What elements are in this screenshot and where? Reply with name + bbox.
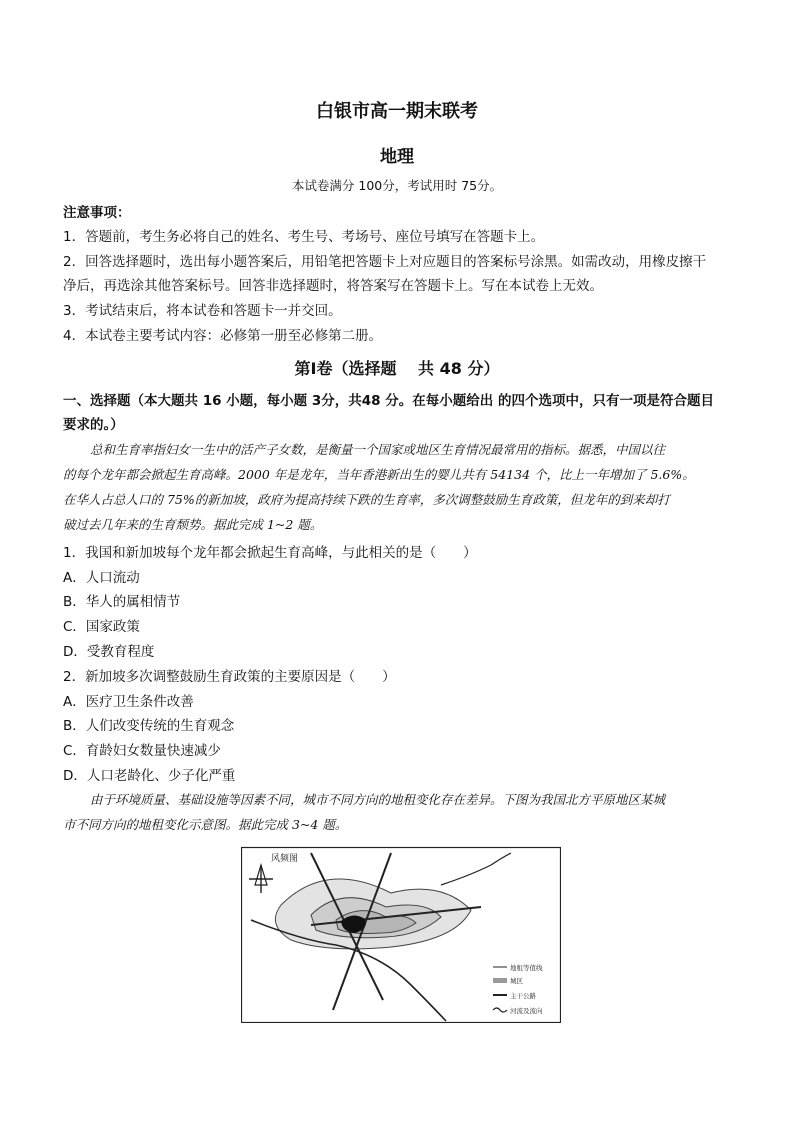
- question-stem: 1．我国和新加坡每个龙年都会掀起生育高峰，与此相关的是（ ）: [63, 545, 477, 561]
- notice-item: 2．回答选择题时，选出每小题答案后，用铅笔把答题卡上对应题目的答案标号涂黑。如需改动，用橡皮擦干: [63, 254, 707, 270]
- passage-line: 总和生育率指妇女一生中的活产子女数，是衡量一个国家或地区生育情况最常用的指标。据悉，中国以往: [90, 442, 666, 457]
- section-title: 第Ⅰ卷（选择题 共 48 分）: [294, 359, 500, 378]
- option-c: C．育龄妇女数量快速减少: [63, 743, 221, 759]
- wind-rose-label: 风频图: [271, 854, 299, 864]
- legend-urban-icon: [493, 978, 507, 983]
- notice-item: 1．答题前，考生务必将自己的姓名、考生号、考场号、座位号填写在答题卡上。: [63, 229, 545, 245]
- exam-info: 本试卷满分 100分，考试用时 75分。: [291, 178, 503, 193]
- legend-label: 城区: [510, 977, 523, 985]
- legend-label: 河流及流向: [510, 1007, 543, 1015]
- option-c: C．国家政策: [63, 619, 140, 635]
- legend-label: 地租等值线: [510, 964, 543, 972]
- legend-label: 主干公路: [510, 992, 536, 1000]
- option-a: A．医疗卫生条件改善: [63, 694, 194, 710]
- notice-item: 净后，再选涂其他答案标号。回答非选择题时，将答案写在答题卡上。写在本试卷上无效。: [63, 278, 603, 294]
- passage-line: 在华人占总人口的 75%的新加坡，政府为提高持续下跌的生育率，多次调整鼓励生育政策，但龙年的到来却打: [63, 492, 670, 507]
- notice-item: 4．本试卷主要考试内容：必修第一册至必修第二册。: [63, 328, 383, 344]
- notice-heading: 注意事项：: [63, 205, 131, 221]
- page-title: 白银市高一期末联考: [316, 101, 478, 122]
- section-instruction: 要求的。）: [63, 417, 124, 433]
- passage-line: 由于环境质量、基础设施等因素不同，城市不同方向的地租变化存在差异。下图为我国北方平原地区某城: [90, 792, 666, 807]
- section-instruction: 一、选择题（本大题共 16 小题，每小题 3分，共48 分。在每小题给出 的四个选项中，只有一项是符合题目: [63, 393, 714, 409]
- notice-item: 3．考试结束后，将本试卷和答题卡一并交回。: [63, 303, 342, 319]
- option-b: B．人们改变传统的生育观念: [63, 718, 235, 734]
- passage-line: 的每个龙年都会掀起生育高峰。2000 年是龙年，当年香港新出生的婴儿共有 54134 个，比上一年增加了 5.6%。: [63, 467, 695, 482]
- option-a: A．人口流动: [63, 570, 140, 586]
- option-d: D．受教育程度: [63, 644, 155, 660]
- option-b: B．华人的属相情节: [63, 594, 181, 610]
- question-stem: 2．新加坡多次调整鼓励生育政策的主要原因是（ ）: [63, 669, 396, 685]
- passage-line: 破过去几年来的生育颓势。据此完成 1~2 题。: [63, 517, 323, 532]
- subject-title: 地理: [380, 147, 414, 167]
- passage-line: 市不同方向的地租变化示意图。据此完成 3~4 题。: [63, 817, 348, 832]
- option-d: D．人口老龄化、少子化严重: [63, 768, 236, 784]
- rent-map-figure: [241, 845, 561, 1023]
